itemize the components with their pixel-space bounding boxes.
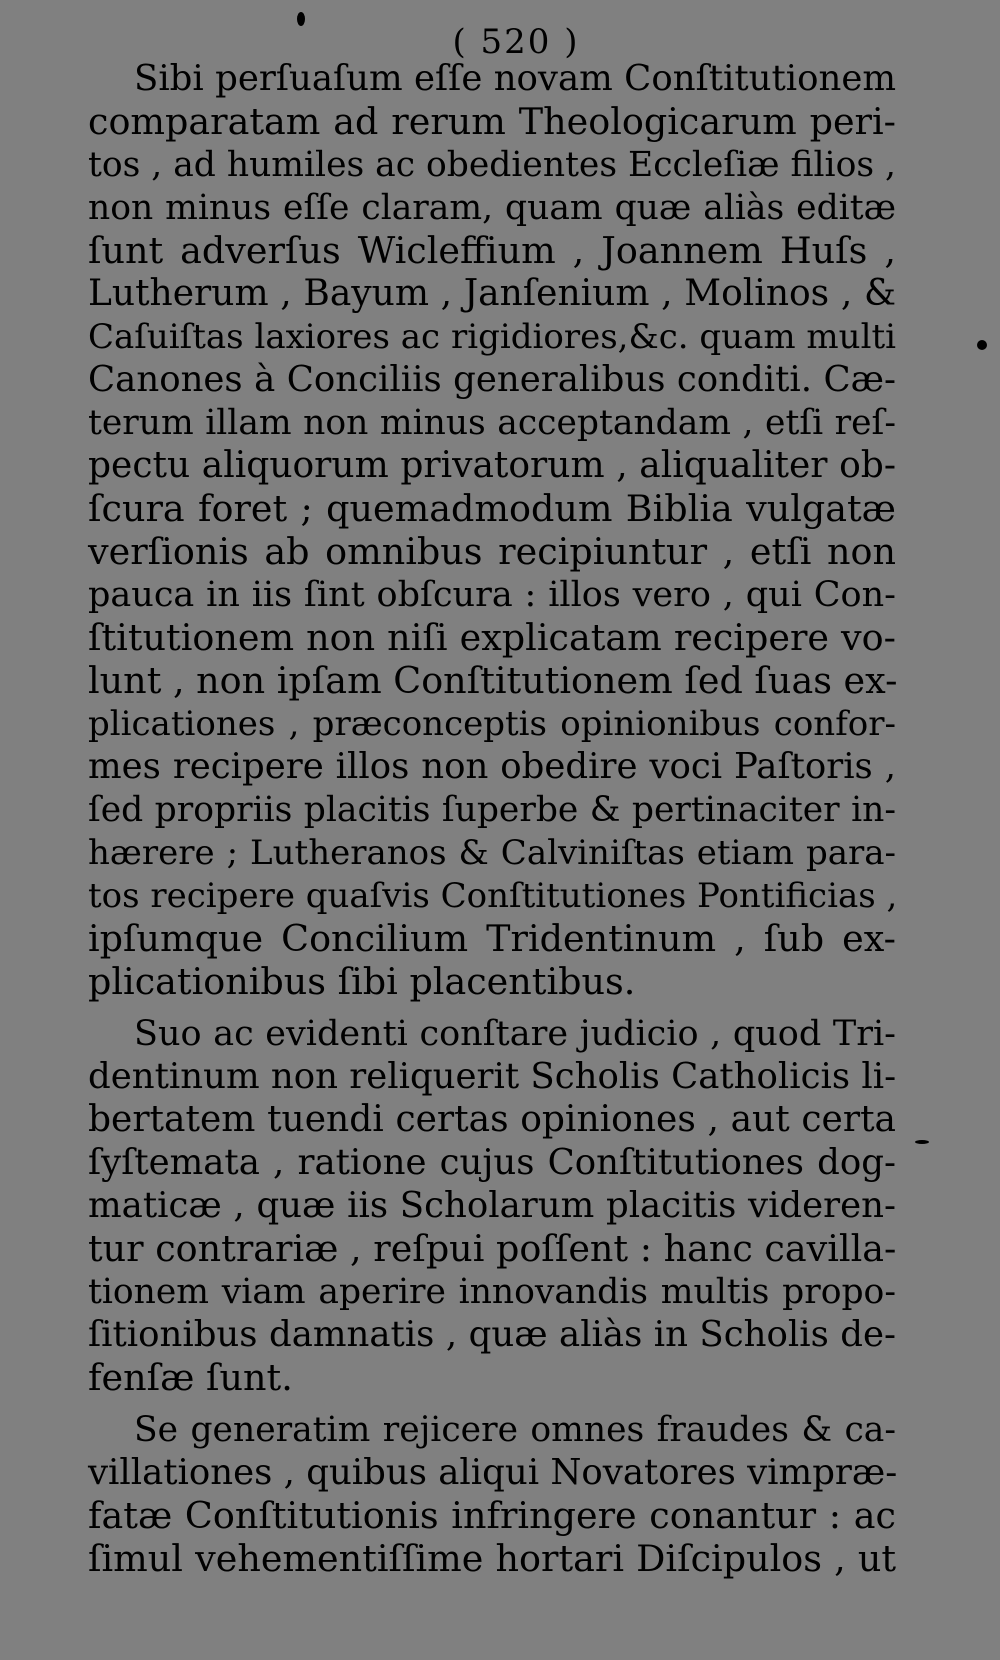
text-line: ſitionibus damnatis , quæ aliàs in Scholis de- — [88, 1314, 896, 1355]
ink-speck — [977, 340, 987, 350]
text-line: tos , ad humiles ac obedientes Eccleſiæ filios , — [88, 145, 896, 185]
text-line: bertatem tuendi certas opiniones , aut certa — [88, 1099, 896, 1140]
ink-speck — [297, 12, 305, 26]
text-line: plicationes , præconceptis opinionibus confor- — [88, 704, 896, 744]
ink-speck — [915, 1140, 929, 1144]
text-line: Lutherum , Bayum , Janſenium , Molinos , & — [88, 273, 896, 314]
text-line: Suo ac evidenti conſtare judicio , quod Tri- — [134, 1014, 896, 1054]
text-line: tos recipere quaſvis Conſtitutiones Pontificias , — [88, 876, 898, 916]
text-line: ſtitutionem non niſi explicatam recipere vo- — [88, 616, 896, 659]
text-line: fatæ Conſtitutionis infringere conantur : ac — [88, 1494, 896, 1537]
text-line: ſed propriis placitis ſuperbe & pertinaciter in- — [88, 790, 896, 830]
text-line: dentinum non reliquerit Scholis Catholicis li- — [88, 1056, 897, 1097]
text-line: villationes , quibus aliqui Novatores vimpræ- — [88, 1452, 898, 1493]
text-line: ſunt adverſus Wicleffium , Joannem Huſs , — [88, 229, 896, 272]
text-line: tur contrariæ , reſpui poſſent : hanc cavilla- — [88, 1227, 897, 1270]
text-line: Canones à Conciliis generalibus conditi. Cæ- — [88, 359, 896, 400]
text-line: comparatam ad rerum Theologicarum peri- — [88, 100, 896, 143]
text-line: pauca in iis ſint obſcura : illos vero , qui Con- — [88, 575, 896, 615]
text-line: plicationibus ſibi placentibus. — [88, 960, 636, 1003]
text-line: Se generatim rejicere omnes fraudes & ca- — [134, 1410, 896, 1450]
text-line: verſionis ab omnibus recipiuntur , etſi non — [88, 530, 896, 573]
text-line: lunt , non ipſam Conſtitutionem ſed ſuas ex- — [88, 659, 898, 702]
text-line: ſcura foret ; quemadmodum Biblia vulgatæ — [88, 487, 896, 530]
text-line: Sibi perſuaſum eſſe novam Conſtitutionem — [134, 58, 896, 99]
text-line: maticæ , quæ iis Scholarum placitis videren- — [88, 1185, 896, 1226]
text-line: Caſuiſtas laxiores ac rigidiores,&c. quam multi — [88, 317, 896, 357]
text-line: fenſæ ſunt. — [88, 1356, 293, 1399]
text-line: ſyſtemata , ratione cujus Conſtitutiones dog- — [88, 1142, 896, 1183]
text-line: non minus eſſe claram, quam quæ aliàs editæ — [88, 188, 896, 228]
text-line: tionem viam aperire innovandis multis propo- — [88, 1272, 896, 1312]
text-line: ipſumque Concilium Tridentinum , ſub ex- — [88, 917, 896, 960]
text-line: ſimul vehementiſſime hortari Diſcipulos , ut — [88, 1537, 896, 1580]
text-line: mes recipere illos non obedire voci Paſtoris , — [88, 746, 896, 787]
text-line: pectu aliquorum privatorum , aliqualiter ob- — [88, 445, 896, 486]
page-number: ( 520 ) — [452, 22, 580, 62]
text-line: terum illam non minus acceptandam , etſi reſ- — [88, 403, 896, 443]
text-line: hærere ; Lutheranos & Calviniſtas etiam para- — [88, 833, 896, 873]
